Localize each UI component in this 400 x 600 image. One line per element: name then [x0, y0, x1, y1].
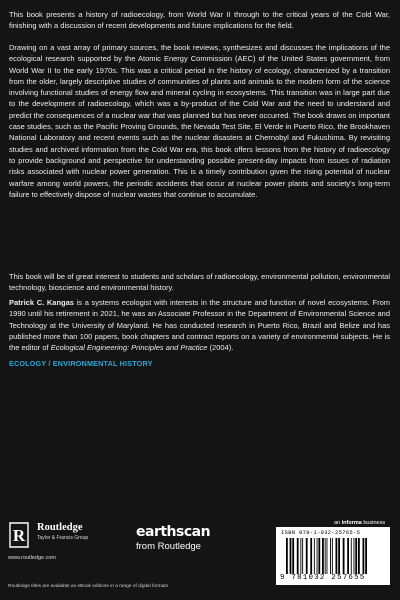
earthscan-logo	[136, 523, 210, 541]
author-name: Patrick C. Kangas	[9, 298, 74, 307]
earthscan-wordmark: earthscan	[136, 524, 211, 540]
author-book-year: (2004).	[207, 343, 234, 353]
author-book-title: Ecological Engineering: Principles and Practice	[50, 343, 208, 353]
ebook-availability-note: Routledge titles are available as eBook editions in a range of digital formats	[8, 584, 168, 589]
blurb-main: Drawing on a vast array of primary sources, the book reviews, synthesizes and discusses the implications of the ecological research supported by the Atomic Energy Commission (AEC) of the United States government, from World War II to the early 1970s. This was a critical period in the history of ecology, characterized by a transition from the older, largely descriptive studies of communities of plants and animals to the modern form of the science involving functional studies of energy flow and mineral cycling in ecosystems. This transition was in large part due to the development of radioecology, which was a by-product of the Cold War and the need to understand and predict the consequences of a nuclear war that was planned but has never occurred. The book draws on important case studies, such as the Pacific Proving Grounds, the Nevada Test Site, El Verde in Puerto Rico, the Brookhaven National Laboratory and recent events such as the nuclear disasters at Chernobyl and Fukushima. By revisiting studies and archived information from the Cold War era, this book offers lessons from the history of radioecology to provide background and perspective for understanding possible present-day impacts from issues of radiation risks associated with nuclear power generation. This is a timely contribution given the rising potential of nuclear warfare among world powers, the periodic accidents that occur at nuclear power plants and society's long-term failure to effectively dispose of nuclear wastes that continue to accumulate.	[9, 43, 390, 199]
isbn-barcode	[276, 527, 390, 585]
isbn-label: ISBN 978-1-032-25765-5	[281, 529, 361, 536]
blurb-audience: This book will be of great interest to students and scholars of radioecology, environmental pollution, environmental technology, bioscience and environmental history.	[9, 272, 390, 293]
publisher-url: www.routledge.com	[8, 555, 56, 561]
barcode-bars	[286, 538, 382, 574]
publisher-name: Routledge	[37, 522, 83, 533]
subject-category: ECOLOGY / ENVIRONMENTAL HISTORY	[9, 359, 153, 368]
author-bio-text: is a systems ecologist with interests in the structure and function of novel ecosystems. From 1990 until his retirement in 2021, he was an Associate Professor in the Department of Environmental Science and Technology at the University of Maryland. He has conducted research in Puerto Rico, Brazil and Belize and has published more than 100 papers, book chapters and contract reports on a variety of environmental subjects. He is the editor of	[9, 298, 390, 353]
publisher-group: Taylor & Francis Group	[37, 535, 89, 541]
informa-suffix: business	[361, 520, 386, 526]
earthscan-from-routledge: from Routledge	[136, 541, 201, 552]
informa-brand: informa	[341, 520, 362, 526]
routledge-logo-letter: R	[12, 526, 26, 545]
informa-prefix: an	[334, 520, 342, 526]
informa-business-line	[334, 520, 385, 526]
blurb-intro: This book presents a history of radioecology, from World War II through to the critical years of the Cold War, finishing with a discussion of recent developments and future implications for the field.	[9, 10, 390, 31]
barcode-number: 9 781032 257655	[280, 574, 366, 582]
routledge-logo-icon	[8, 522, 30, 548]
